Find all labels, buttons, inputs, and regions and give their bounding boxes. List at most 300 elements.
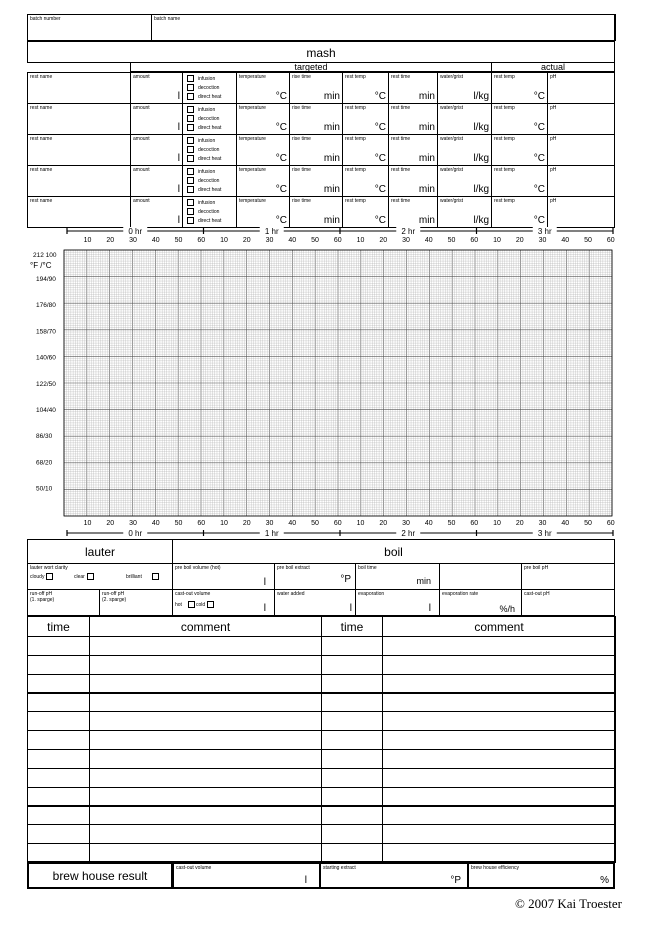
lauter-header — [27, 539, 173, 564]
water-added-label: water added — [277, 591, 305, 597]
log-time-cell[interactable] — [321, 843, 383, 863]
boil-header — [172, 539, 615, 564]
water-grist-unit: l/kg — [473, 215, 489, 226]
castout-volume-field[interactable] — [172, 589, 275, 616]
minute-label: 60 — [470, 237, 479, 244]
log-time-cell[interactable] — [27, 749, 90, 769]
method-field — [182, 165, 237, 197]
log-time-cell[interactable] — [27, 730, 90, 750]
method-field — [182, 134, 237, 166]
rest-name-label: rest name — [30, 74, 53, 80]
actual-rest-temp-field[interactable] — [491, 134, 548, 166]
temperature-unit: °C — [275, 184, 287, 195]
rest-temp-unit: °C — [374, 215, 386, 226]
cold-checkbox[interactable] — [207, 601, 214, 608]
actual-rest-temp-label: rest temp — [494, 198, 515, 204]
minute-label: 20 — [242, 520, 251, 527]
ph-field[interactable] — [547, 165, 615, 197]
castout-volume-label: cast-out volume — [175, 591, 211, 597]
batch-header — [27, 14, 615, 41]
decoction-checkbox[interactable] — [187, 208, 194, 215]
log-comment-cell[interactable] — [382, 749, 616, 769]
rest-temp-field[interactable] — [342, 165, 389, 197]
water-grist-field[interactable] — [437, 134, 492, 166]
temp-scale-label: 122/50 — [36, 380, 56, 388]
pre-boil-volume-field[interactable] — [172, 563, 275, 590]
minute-label: 40 — [151, 237, 160, 244]
log-time-cell[interactable] — [27, 806, 90, 826]
infusion-label: infusion — [198, 199, 216, 206]
log-time-cell[interactable] — [27, 636, 90, 656]
actual-rest-temp-field[interactable] — [491, 165, 548, 197]
rest-time-label: rest time — [391, 74, 411, 80]
rest-temp-field[interactable] — [342, 103, 389, 135]
minute-label: 20 — [106, 237, 115, 244]
direct-heat-label: direct heat — [198, 186, 222, 193]
rest-time-field[interactable] — [388, 196, 438, 228]
efficiency-field[interactable] — [467, 862, 615, 889]
temperature-field[interactable] — [236, 72, 290, 104]
decoction-label: decoction — [198, 84, 220, 91]
ph-label: pH — [550, 198, 557, 204]
evaporation-label: evaporation — [358, 591, 385, 597]
ph-field[interactable] — [547, 196, 615, 228]
amount-label: amount — [133, 167, 150, 173]
infusion-label: infusion — [198, 168, 216, 175]
log-time-cell[interactable] — [27, 768, 90, 788]
rise-time-unit: min — [323, 153, 340, 164]
temperature-field[interactable] — [236, 165, 290, 197]
boil-time-label: boil time — [358, 565, 377, 571]
actual-rest-temp-field[interactable] — [491, 196, 548, 228]
rise-time-field[interactable] — [289, 103, 343, 135]
rest-time-unit: min — [418, 153, 435, 164]
actual-rest-temp-unit: °C — [533, 153, 545, 164]
log-comment-cell[interactable] — [89, 843, 322, 863]
mash-title: mash — [306, 46, 336, 60]
temperature-label: temperature — [239, 74, 266, 80]
temperature-field[interactable] — [236, 134, 290, 166]
minute-label: 30 — [402, 520, 410, 527]
rest-name-field[interactable] — [27, 165, 131, 197]
hour-label: 0 hr — [128, 227, 143, 236]
log-comment-cell[interactable] — [89, 674, 322, 694]
minute-label: 30 — [129, 520, 137, 527]
log-time-cell[interactable] — [27, 693, 90, 713]
minute-label: 10 — [493, 520, 501, 527]
comment-header: comment — [474, 620, 524, 634]
rise-time-field[interactable] — [289, 72, 343, 104]
rest-name-field[interactable] — [27, 134, 131, 166]
rest-time-field[interactable] — [388, 134, 438, 166]
log-comment-cell[interactable] — [382, 711, 616, 731]
direct-heat-checkbox[interactable] — [187, 124, 194, 131]
ph-field[interactable] — [547, 103, 615, 135]
log-time-cell[interactable] — [321, 806, 383, 826]
water-grist-unit: l/kg — [473, 122, 489, 133]
temp-scale-label: 176/80 — [36, 302, 56, 310]
rest-time-field[interactable] — [388, 72, 438, 104]
batch-number-label: batch number — [30, 16, 61, 22]
direct-heat-label: direct heat — [198, 217, 222, 224]
amount-unit: l — [177, 122, 180, 133]
temperature-label: temperature — [239, 198, 266, 204]
minute-label: 30 — [129, 237, 137, 244]
rest-temp-label: rest temp — [345, 74, 366, 80]
batch-name-field[interactable] — [151, 14, 616, 41]
brilliant-checkbox[interactable] — [152, 573, 159, 580]
ph-field[interactable] — [547, 134, 615, 166]
minute-label: 30 — [538, 237, 547, 244]
time-header: time — [47, 620, 70, 634]
water-grist-field[interactable] — [437, 72, 492, 104]
log-table — [27, 616, 615, 862]
rest-temp-unit: °C — [374, 184, 386, 195]
log-header-comment-right — [382, 616, 616, 637]
minute-label: 20 — [515, 237, 524, 244]
cold-label: cold — [195, 601, 206, 608]
minute-label: 30 — [265, 237, 274, 244]
chart-svg — [27, 226, 617, 538]
infusion-label: infusion — [198, 137, 216, 144]
infusion-label: infusion — [198, 106, 216, 113]
rest-time-unit: min — [418, 91, 435, 102]
runoff-ph-1-field[interactable] — [27, 589, 100, 616]
runoff-ph-2-field[interactable] — [99, 589, 173, 616]
log-header-comment-left — [89, 616, 322, 637]
log-time-cell[interactable] — [321, 711, 383, 731]
amount-field[interactable] — [130, 165, 183, 197]
minute-label: 50 — [447, 520, 456, 527]
log-comment-cell[interactable] — [89, 636, 322, 656]
log-comment-cell[interactable] — [89, 787, 322, 807]
minute-label: 40 — [561, 237, 570, 244]
actual-rest-temp-label: rest temp — [494, 136, 515, 142]
minute-label: 20 — [106, 520, 115, 527]
minute-label: 60 — [470, 520, 479, 527]
minute-label: 50 — [311, 237, 319, 244]
log-time-cell[interactable] — [27, 655, 90, 675]
comment-header: comment — [180, 620, 231, 634]
lauter-clarity-field — [27, 563, 173, 590]
rise-time-field[interactable] — [289, 134, 343, 166]
minute-label: 60 — [197, 237, 206, 244]
log-time-cell[interactable] — [27, 824, 90, 844]
pre-boil-extract-unit: °P — [340, 574, 351, 585]
log-time-cell[interactable] — [321, 749, 383, 769]
temperature-unit: °C — [275, 215, 287, 226]
mash-section — [27, 41, 615, 63]
actual-rest-temp-unit: °C — [533, 215, 545, 226]
temperature-label: temperature — [239, 167, 266, 173]
log-comment-cell[interactable] — [89, 655, 322, 675]
evaporation-field[interactable] — [355, 589, 440, 616]
boil-spacer — [439, 563, 522, 590]
log-time-cell[interactable] — [27, 674, 90, 694]
rest-time-field[interactable] — [388, 165, 438, 197]
rise-time-label: rise time — [292, 74, 311, 80]
minute-label: 10 — [83, 237, 92, 244]
actual-rest-temp-field[interactable] — [491, 103, 548, 135]
pre-boil-extract-label: pre boil extract — [277, 565, 310, 571]
mash-targeted-header — [130, 62, 492, 72]
minute-label: 40 — [424, 520, 433, 527]
cloudy-label: cloudy — [30, 573, 45, 580]
temperature-unit: °C — [275, 153, 287, 164]
rest-time-label: rest time — [391, 136, 411, 142]
direct-heat-label: direct heat — [198, 93, 222, 100]
log-time-cell[interactable] — [321, 730, 383, 750]
actual-rest-temp-label: rest temp — [494, 74, 515, 80]
ph-field[interactable] — [547, 72, 615, 104]
rest-time-label: rest time — [391, 105, 411, 111]
log-time-cell[interactable] — [27, 843, 90, 863]
amount-label: amount — [133, 74, 150, 80]
hot-checkbox[interactable] — [188, 601, 195, 608]
amount-unit: l — [177, 184, 180, 195]
hour-label: 2 hr — [401, 227, 416, 236]
log-comment-cell[interactable] — [382, 655, 616, 675]
log-comment-cell[interactable] — [382, 674, 616, 694]
castout-volume-unit: l — [263, 603, 266, 614]
minute-label: 30 — [538, 520, 547, 527]
rest-name-label: rest name — [30, 167, 53, 173]
ph-label: pH — [550, 74, 557, 80]
amount-unit: l — [177, 153, 180, 164]
rest-time-label: rest time — [391, 167, 411, 173]
copyright: © 2007 Kai Troester — [514, 896, 622, 911]
rest-name-field[interactable] — [27, 196, 131, 228]
hour-label: 1 hr — [264, 529, 279, 538]
log-comment-cell[interactable] — [382, 787, 616, 807]
starting-extract-unit: °P — [450, 875, 461, 886]
actual-rest-temp-label: rest temp — [494, 105, 515, 111]
batch-name-label: batch name — [154, 16, 181, 22]
boil-time-field[interactable] — [355, 563, 440, 590]
rest-temp-field[interactable] — [342, 72, 389, 104]
time-header: time — [340, 620, 364, 634]
infusion-checkbox[interactable] — [187, 199, 194, 206]
log-time-cell[interactable] — [27, 711, 90, 731]
rise-time-label: rise time — [292, 136, 311, 142]
log-comment-cell[interactable] — [89, 711, 322, 731]
minute-label: 10 — [220, 237, 228, 244]
evaporation-rate-field[interactable] — [439, 589, 522, 616]
log-time-cell[interactable] — [321, 768, 383, 788]
clear-checkbox[interactable] — [87, 573, 94, 580]
minute-label: 40 — [151, 520, 160, 527]
castout-ph-field[interactable] — [521, 589, 615, 616]
rest-temp-label: rest temp — [345, 136, 366, 142]
actual-rest-temp-unit: °C — [533, 184, 545, 195]
rise-time-unit: min — [323, 215, 340, 226]
actual-rest-temp-unit: °C — [533, 91, 545, 102]
actual-rest-temp-unit: °C — [533, 122, 545, 133]
mash-actual-header — [491, 62, 615, 72]
rest-temp-label: rest temp — [345, 105, 366, 111]
infusion-checkbox[interactable] — [187, 168, 194, 175]
direct-heat-label: direct heat — [198, 124, 222, 131]
result-castout-volume-field[interactable] — [172, 862, 321, 889]
rest-name-label: rest name — [30, 136, 53, 142]
temperature-field[interactable] — [236, 196, 290, 228]
decoction-label: decoction — [198, 208, 220, 215]
minute-label: 20 — [515, 520, 524, 527]
pre-boil-volume-label: pre boil volume (hot) — [175, 565, 221, 571]
direct-heat-label: direct heat — [198, 155, 222, 162]
decoction-checkbox[interactable] — [187, 146, 194, 153]
log-comment-cell[interactable] — [89, 824, 322, 844]
log-comment-cell[interactable] — [382, 636, 616, 656]
log-time-cell[interactable] — [321, 636, 383, 656]
efficiency-label: brew house efficiency — [471, 865, 519, 871]
water-grist-field[interactable] — [437, 165, 492, 197]
minute-label: 50 — [174, 520, 183, 527]
pre-boil-volume-unit: l — [263, 577, 266, 588]
water-grist-label: water/grist — [440, 167, 464, 173]
rest-time-field[interactable] — [388, 103, 438, 135]
minute-label: 40 — [424, 237, 433, 244]
hour-label: 0 hr — [128, 529, 143, 538]
minute-label: 60 — [197, 520, 206, 527]
brew-house-result-title-box — [27, 862, 173, 889]
starting-extract-field[interactable] — [319, 862, 469, 889]
log-time-cell[interactable] — [321, 655, 383, 675]
amount-label: amount — [133, 105, 150, 111]
temp-scale-label: 194/90 — [36, 276, 56, 283]
log-comment-cell[interactable] — [382, 843, 616, 863]
method-field — [182, 196, 237, 228]
starting-extract-label: starting extract — [323, 865, 356, 871]
rise-time-unit: min — [323, 122, 340, 133]
direct-heat-checkbox[interactable] — [187, 155, 194, 162]
log-comment-cell[interactable] — [89, 693, 322, 713]
water-grist-field[interactable] — [437, 103, 492, 135]
log-comment-cell[interactable] — [89, 749, 322, 769]
rest-time-unit: min — [418, 215, 435, 226]
rest-name-label: rest name — [30, 198, 53, 204]
minute-label: 20 — [242, 237, 251, 244]
rest-time-unit: min — [418, 184, 435, 195]
log-time-cell[interactable] — [321, 693, 383, 713]
efficiency-unit: % — [600, 875, 609, 886]
rest-temp-label: rest temp — [345, 198, 366, 204]
actual-rest-temp-label: rest temp — [494, 167, 515, 173]
minute-label: 10 — [356, 520, 365, 527]
ph-label: pH — [550, 105, 557, 111]
temp-scale-label: 104/40 — [36, 407, 56, 414]
log-time-cell[interactable] — [27, 787, 90, 807]
amount-field[interactable] — [130, 72, 183, 104]
clear-label: clear — [74, 573, 85, 580]
rest-name-label: rest name — [30, 105, 53, 111]
brew-house-result-title: brew house result — [52, 869, 148, 883]
minute-label: 50 — [174, 237, 183, 244]
log-time-cell[interactable] — [321, 787, 383, 807]
amount-field[interactable] — [130, 134, 183, 166]
temp-scale-label: 50/10 — [36, 485, 53, 493]
log-comment-cell[interactable] — [382, 824, 616, 844]
pre-boil-ph-field[interactable] — [521, 563, 615, 590]
targeted-label: targeted — [294, 62, 328, 72]
minute-label: 30 — [265, 520, 274, 527]
rise-time-label: rise time — [292, 167, 311, 173]
amount-field[interactable] — [130, 196, 183, 228]
decoction-checkbox[interactable] — [187, 177, 194, 184]
minute-label: 20 — [379, 237, 388, 244]
water-added-field[interactable] — [274, 589, 356, 616]
water-grist-label: water/grist — [440, 136, 464, 142]
rise-time-field[interactable] — [289, 165, 343, 197]
method-field — [182, 72, 237, 104]
minute-label: 60 — [333, 520, 342, 527]
brilliant-label: brilliant — [126, 573, 142, 580]
direct-heat-checkbox[interactable] — [187, 93, 194, 100]
log-comment-cell[interactable] — [382, 768, 616, 788]
mash-temperature-chart — [27, 226, 617, 538]
decoction-label: decoction — [198, 177, 220, 184]
infusion-checkbox[interactable] — [187, 106, 194, 113]
actual-label: actual — [540, 62, 566, 72]
evaporation-rate-unit: %/h — [499, 604, 515, 614]
castout-ph-label: cast-out pH — [524, 591, 550, 597]
temperature-label: temperature — [239, 136, 266, 142]
decoction-checkbox[interactable] — [187, 115, 194, 122]
rest-temp-field[interactable] — [342, 196, 389, 228]
rest-temp-field[interactable] — [342, 134, 389, 166]
rest-name-field[interactable] — [27, 103, 131, 135]
log-time-cell[interactable] — [321, 824, 383, 844]
minute-label: 60 — [333, 237, 342, 244]
method-field — [182, 103, 237, 135]
cloudy-checkbox[interactable] — [46, 573, 53, 580]
amount-label: amount — [133, 198, 150, 204]
log-time-cell[interactable] — [321, 674, 383, 694]
amount-field[interactable] — [130, 103, 183, 135]
minute-label: 50 — [584, 237, 592, 244]
amount-unit: l — [177, 215, 180, 226]
infusion-checkbox[interactable] — [187, 75, 194, 82]
minute-label: 50 — [311, 520, 319, 527]
log-header-time-left — [27, 616, 90, 637]
minute-label: 40 — [288, 520, 297, 527]
log-comment-cell[interactable] — [89, 730, 322, 750]
rest-name-field[interactable] — [27, 72, 131, 104]
pre-boil-ph-label: pre boil pH — [524, 565, 549, 571]
rise-time-unit: min — [323, 184, 340, 195]
evaporation-unit: l — [428, 603, 431, 614]
rest-temp-label: rest temp — [345, 167, 366, 173]
log-comment-cell[interactable] — [382, 693, 616, 713]
batch-number-field[interactable] — [27, 14, 152, 41]
log-comment-cell[interactable] — [89, 806, 322, 826]
direct-heat-checkbox[interactable] — [187, 186, 194, 193]
actual-rest-temp-field[interactable] — [491, 72, 548, 104]
pre-boil-extract-field[interactable] — [274, 563, 356, 590]
decoction-checkbox[interactable] — [187, 84, 194, 91]
infusion-checkbox[interactable] — [187, 137, 194, 144]
rise-time-label: rise time — [292, 198, 311, 204]
minute-label: 30 — [402, 237, 410, 244]
runoff-ph-2-label: run-off pH (2. sparge) — [102, 591, 127, 603]
water-grist-field[interactable] — [437, 196, 492, 228]
log-comment-cell[interactable] — [382, 730, 616, 750]
direct-heat-checkbox[interactable] — [187, 217, 194, 224]
rise-time-field[interactable] — [289, 196, 343, 228]
log-comment-cell[interactable] — [89, 768, 322, 788]
temperature-field[interactable] — [236, 103, 290, 135]
log-comment-cell[interactable] — [382, 806, 616, 826]
